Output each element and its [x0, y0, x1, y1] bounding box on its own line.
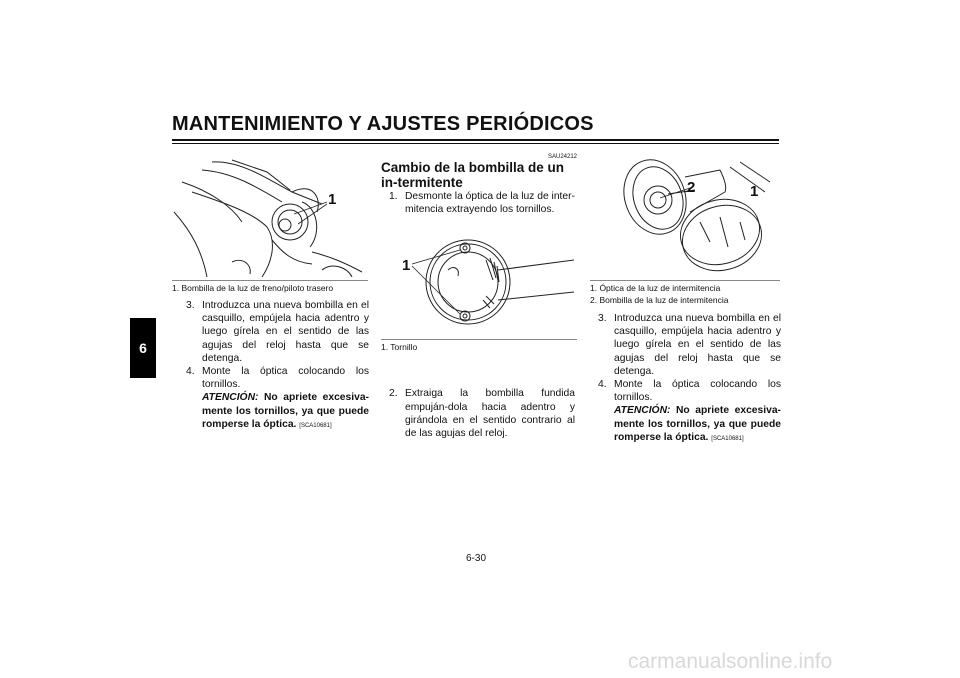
attention-code: [SCA10681] — [711, 435, 744, 442]
caption-divider — [172, 280, 368, 281]
title-rule-thin — [172, 143, 779, 144]
step-number: 1. — [389, 191, 398, 202]
page-number: 6-30 — [466, 553, 487, 564]
step-text: Desmonte la óptica de la luz de inter-mitencia extrayendo los tornillos. — [405, 191, 575, 216]
page-title: MANTENIMIENTO Y AJUSTES PERIÓDICOS — [172, 113, 594, 135]
step-number: 3. — [186, 300, 195, 311]
chapter-tab — [130, 318, 156, 378]
figure-callout-2: 2 — [687, 179, 696, 196]
step-4 — [598, 378, 781, 446]
watermark: carmanualsonline.info — [628, 650, 833, 673]
figure-callout-1: 1 — [750, 183, 759, 200]
figure-callout: 1 — [402, 257, 411, 274]
step-number: 4. — [186, 366, 195, 378]
step-2 — [389, 387, 575, 440]
attention-code: [SCA10681] — [299, 422, 332, 429]
figure-callout: 1 — [328, 191, 337, 208]
step-text: Monte la óptica colocando los tornillos. — [202, 366, 369, 391]
step-number: 2. — [389, 388, 398, 400]
attention-label: ATENCIÓN: — [202, 392, 259, 404]
step-number: 3. — [598, 313, 607, 324]
caption-divider — [590, 280, 780, 281]
step-text: Introduzca una nueva bombilla en el casquillo, empújela hacia adentro y luego gírela en el sentido de las agujas del reloj hasta que se detenga. — [202, 300, 369, 364]
attention-text: No apriete excesiva-mente los tornillos, ya que puede romperse la óptica. — [202, 392, 369, 430]
figure-caption-2: 2. Bombilla de la luz de intermitencia — [590, 295, 729, 305]
figure-caption-1: 1. Óptica de la luz de intermitencia — [590, 283, 721, 293]
attention-note — [614, 404, 781, 446]
tail-light-illustration — [172, 152, 368, 277]
step-text: Introduzca una nueva bombilla en el casquillo, empújela hacia adentro y luego gírela en el sentido de las agujas del reloj hasta que se detenga. — [614, 313, 781, 377]
turn-signal-lens-illustration — [398, 230, 574, 332]
figure-caption: 1. Bombilla de la luz de freno/piloto trasero — [172, 283, 334, 293]
step-number: 4. — [598, 379, 607, 391]
right-steps — [598, 312, 781, 446]
attention-text: No apriete excesiva-mente los tornillos, ya que puede romperse la óptica. — [614, 405, 781, 443]
chapter-tab-number: 6 — [139, 340, 147, 356]
step-text: Extraiga la bombilla fundida empuján-dola hacia adentro y girándola en el sentido contrario al de las agujas del reloj. — [405, 388, 575, 440]
caption-divider — [381, 339, 577, 340]
turn-signal-bulb-illustration — [600, 152, 780, 277]
step-4 — [186, 365, 369, 433]
section-title: Cambio de la bombilla de un in-termitente — [381, 160, 565, 190]
attention-note — [202, 391, 369, 433]
title-rule — [172, 139, 779, 141]
figure-caption: 1. Tornillo — [381, 342, 418, 352]
step-3 — [186, 299, 369, 365]
attention-label: ATENCIÓN: — [614, 405, 671, 417]
step-text: Monte la óptica colocando los tornillos. — [614, 379, 781, 404]
left-steps — [186, 299, 369, 433]
step-1 — [389, 190, 575, 216]
section-code: SAU24212 — [548, 154, 578, 160]
step-3 — [598, 312, 781, 378]
